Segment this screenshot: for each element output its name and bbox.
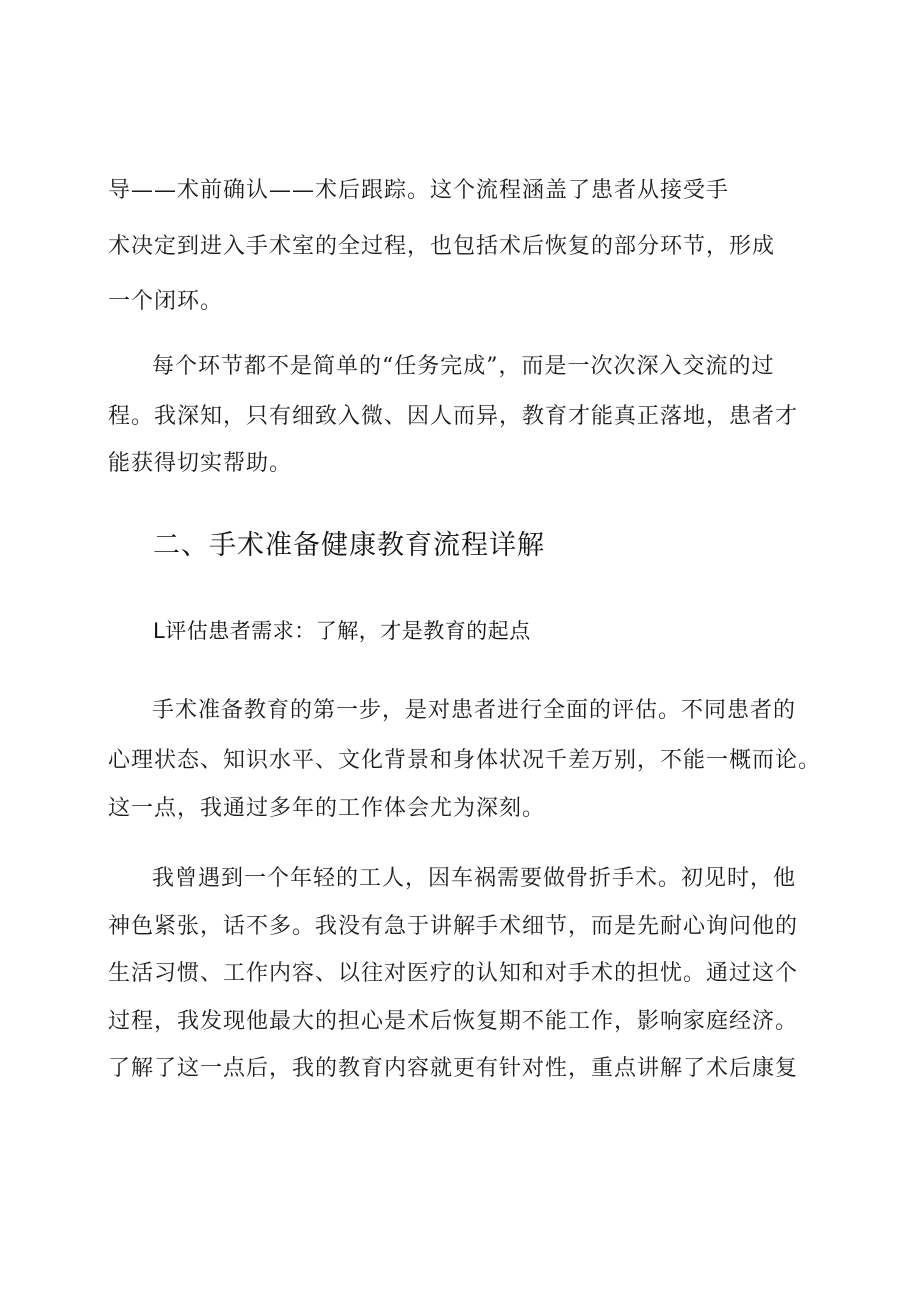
paragraph-3-line-1: 手术准备教育的第一步，是对患者进行全面的评估。不同患者的 [152, 698, 797, 723]
paragraph-2-line-3: 能获得切实帮助。 [108, 451, 293, 476]
subsection-heading: L评估患者需求：了解，才是教育的起点 [153, 619, 531, 643]
paragraph-1-line-1: 导——术前确认——术后跟踪。这个流程涵盖了患者从接受手 [108, 178, 730, 203]
paragraph-1-line-2: 术决定到进入手术室的全过程，也包括术后恢复的部分环节，形成 [108, 234, 776, 259]
section-heading: 二、手术准备健康教育流程详解 [153, 530, 545, 561]
paragraph-4-line-5: 了解了这一点后，我的教育内容就更有针对性，重点讲解了术后康复 [108, 1056, 799, 1081]
paragraph-3-line-2: 心理状态、知识水平、文化背景和身体状况千差万别，不能一概而论。 [108, 748, 822, 773]
paragraph-2-line-1: 每个环节都不是简单的“任务完成”，而是一次次深入交流的过 [152, 354, 775, 379]
paragraph-4-line-1: 我曾遇到一个年轻的工人，因车祸需要做骨折手术。初见时，他 [152, 866, 797, 891]
paragraph-4-line-2: 神色紧张，话不多。我没有急于讲解手术细节，而是先耐心询问他的 [108, 914, 799, 939]
paragraph-2-line-2: 程。我深知，只有细致入微、因人而异，教育才能真正落地，患者才 [108, 404, 799, 429]
paragraph-4-line-3: 生活习惯、工作内容、以往对医疗的认知和对手术的担忧。通过这个 [108, 961, 799, 986]
paragraph-3-line-3: 这一点，我通过多年的工作体会尤为深刻。 [108, 796, 546, 821]
paragraph-1-line-3: 一个闭环。 [108, 289, 224, 314]
paragraph-4-line-4: 过程，我发现他最大的担心是术后恢复期不能工作，影响家庭经济。 [108, 1009, 799, 1034]
